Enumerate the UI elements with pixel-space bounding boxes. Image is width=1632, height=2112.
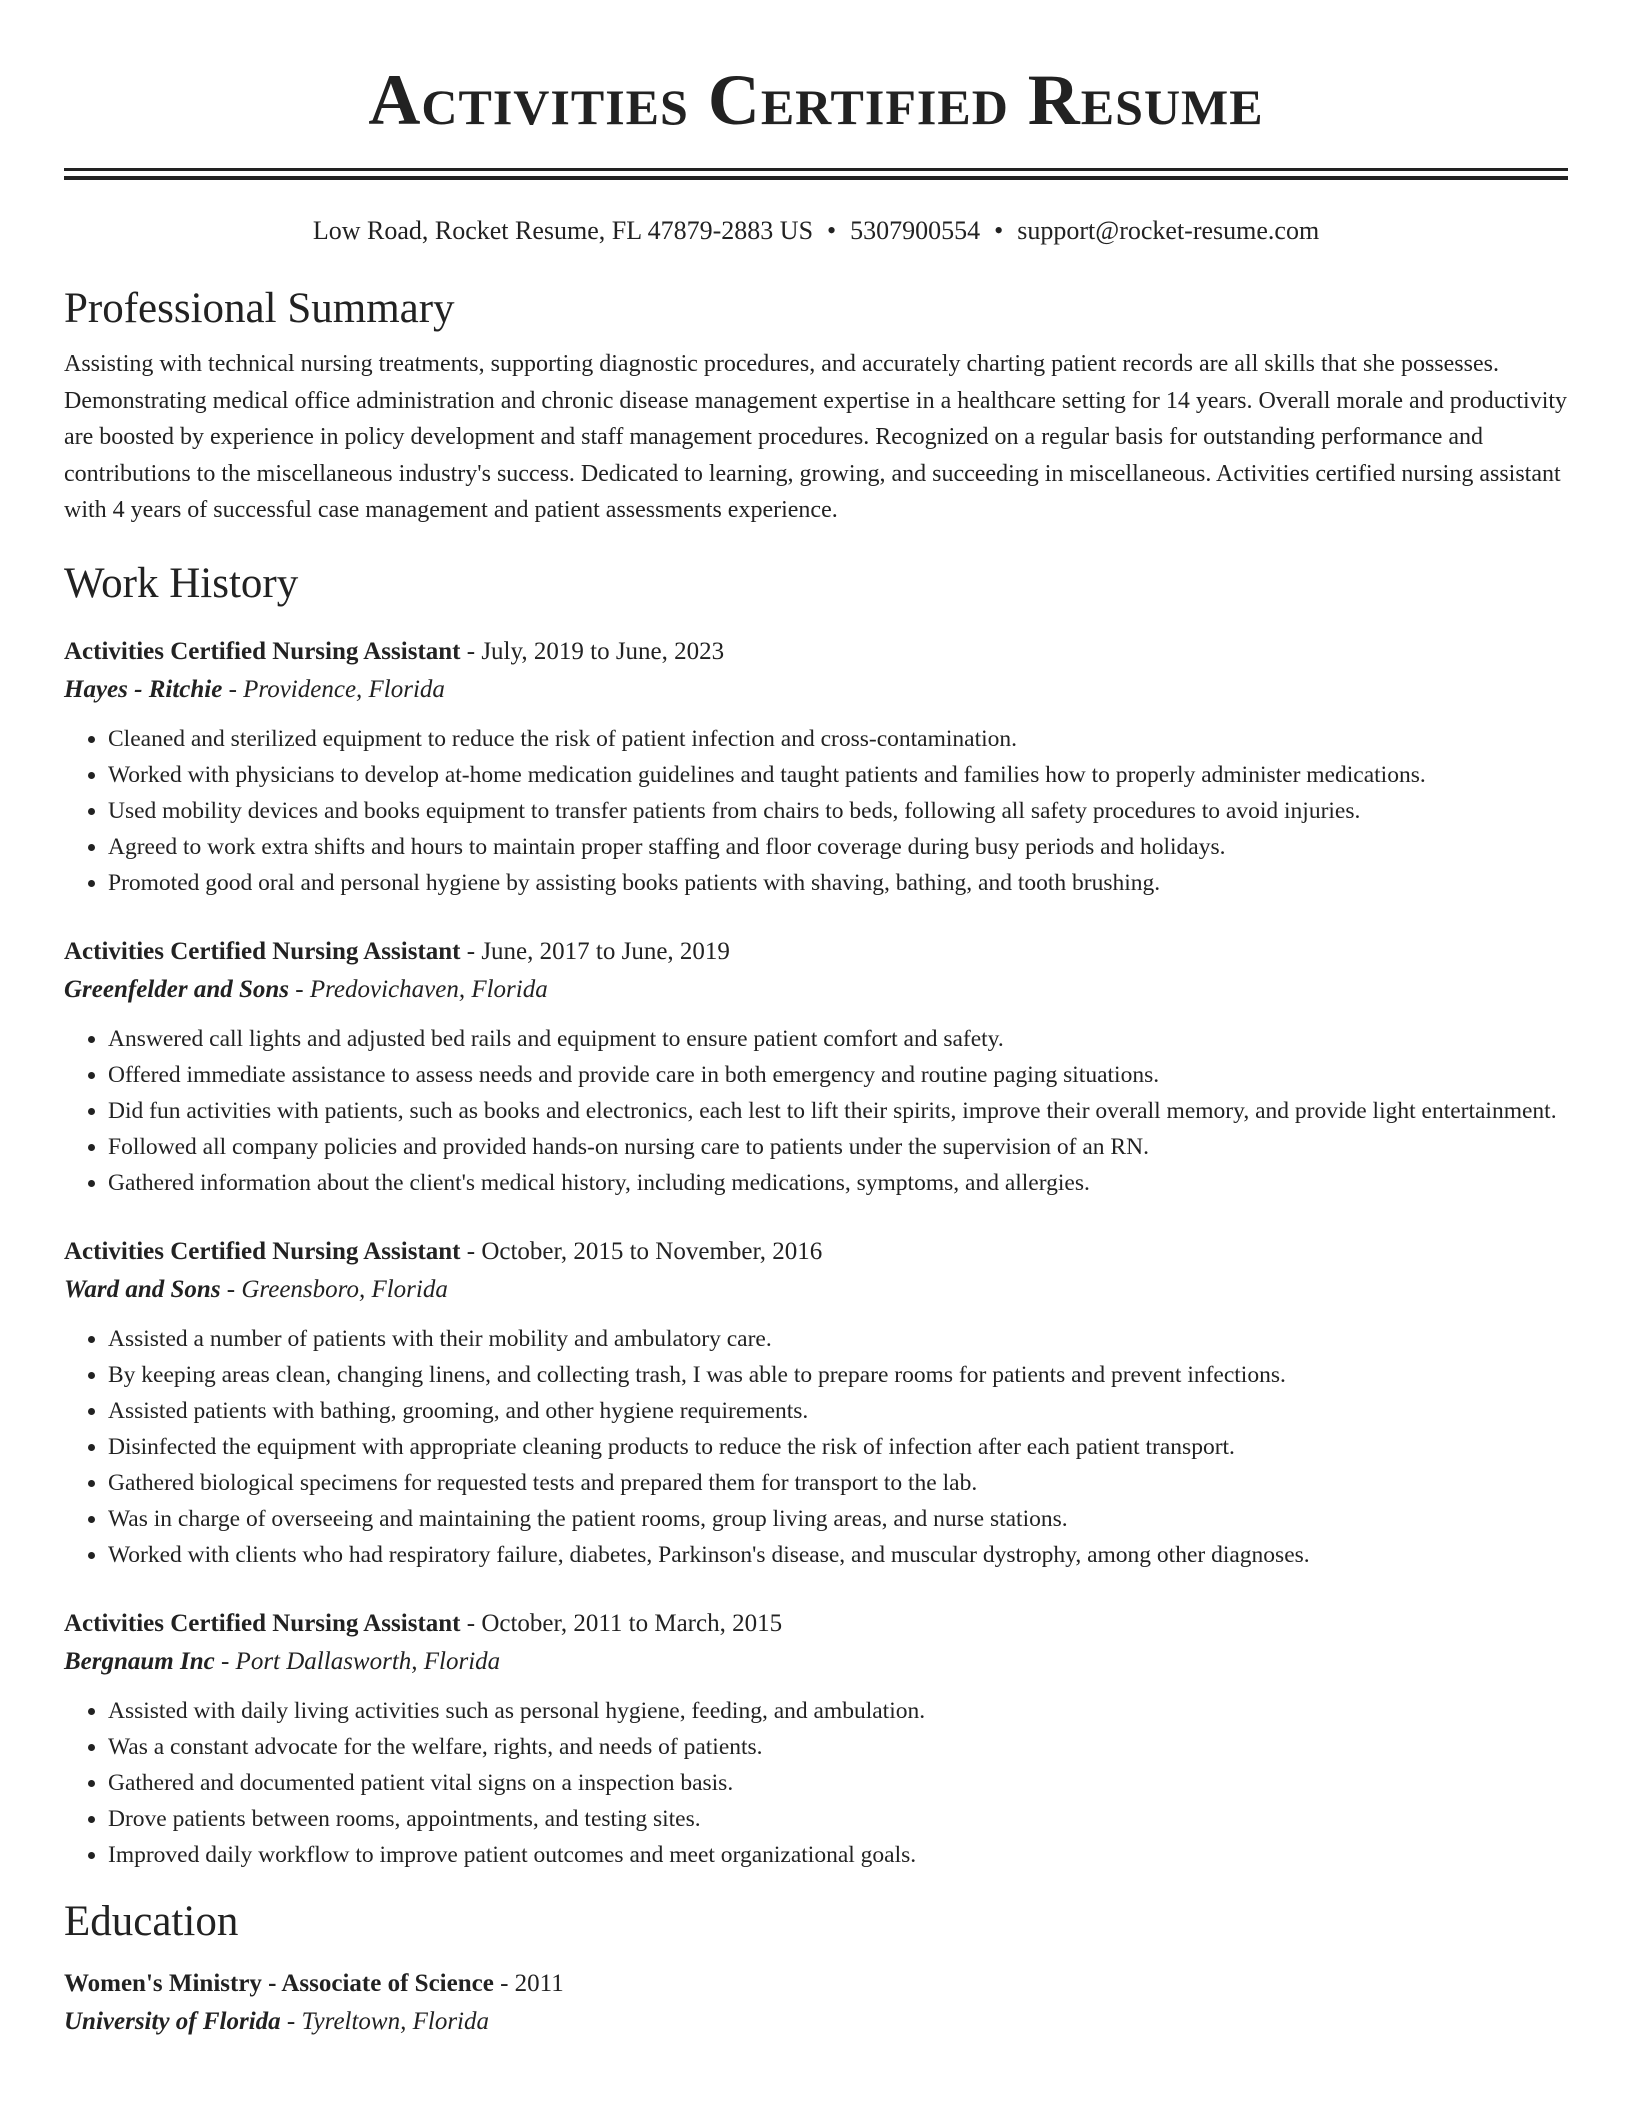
job-company: Greenfelder and Sons [64, 975, 290, 1003]
education-location: - Tyreltown, Florida [280, 2007, 489, 2035]
job-role: Activities Certified Nursing Assistant [64, 637, 461, 665]
job-duty: • Was a constant advocate for the welfare, rights, and needs of patients. [108, 1729, 1568, 1765]
job-duty: • Promoted good oral and personal hygiene by assisting books patients with shaving, bathing, and tooth brushing. [108, 865, 1568, 901]
job-duty: • Agreed to work extra shifts and hours to maintain proper staffing and floor coverage during busy periods and holidays. [108, 829, 1568, 865]
job-company: Bergnaum Inc [64, 1647, 215, 1675]
job-duty: • Gathered information about the client's medical history, including medications, symptoms, and allergies. [108, 1165, 1568, 1201]
title-divider [64, 168, 1568, 180]
contact-address: Low Road, Rocket Resume, FL 47879-2883 US [312, 216, 814, 245]
job-dates: - October, 2015 to November, 2016 [460, 1237, 823, 1265]
summary-text: Assisting with technical nursing treatments, supporting diagnostic procedures, and accurately charting patient records are all skills that she possesses. Demonstrating medical office administration and chronic disease management expertise in a healthcare setting for 14 years. Overall morale and productivity are boosted by experience in policy development and staff management procedures. Recognized on a regular basis for outstanding performance and contributions to the miscellaneous industry's success. Dedicated to learning, growing, and succeeding in miscellaneous. Activities certified nursing assistant with 4 years of successful case management and patient assessments experience. [64, 351, 1568, 523]
job-duty: • Answered call lights and adjusted bed rails and equipment to ensure patient comfort and safety. [108, 1021, 1568, 1057]
contact-phone: 5307900554 [850, 216, 981, 245]
job-duty: • Assisted patients with bathing, grooming, and other hygiene requirements. [108, 1393, 1568, 1429]
job-duty: • By keeping areas clean, changing linens, and collecting trash, I was able to prepare rooms for patients and prevent infections. [108, 1357, 1568, 1393]
job-header [64, 933, 1568, 971]
job-entry [64, 1233, 1568, 1573]
job-entry [64, 633, 1568, 901]
job-duty: • Gathered biological specimens for requested tests and prepared them for transport to the lab. [108, 1465, 1568, 1501]
job-employer [64, 1271, 1568, 1309]
job-duty: • Assisted a number of patients with their mobility and ambulatory care. [108, 1321, 1568, 1357]
job-location: - Greensboro, Florida [220, 1275, 448, 1303]
contact-separator: • [827, 216, 837, 245]
job-header [64, 1605, 1568, 1643]
education-school-line [64, 2003, 1568, 2041]
job-header [64, 1233, 1568, 1271]
job-location: - Port Dallasworth, Florida [214, 1647, 501, 1675]
job-role: Activities Certified Nursing Assistant [64, 1609, 461, 1637]
summary-heading: Professional Summary [64, 285, 455, 332]
job-dates: - October, 2011 to March, 2015 [460, 1609, 783, 1637]
job-duty: • Drove patients between rooms, appointments, and testing sites. [108, 1801, 1568, 1837]
job-company: Hayes - Ritchie [64, 675, 223, 703]
education-school: University of Florida [64, 2007, 281, 2035]
job-company: Ward and Sons [64, 1275, 221, 1303]
contact-email: support@rocket-resume.com [1017, 216, 1320, 245]
contact-separator: • [994, 216, 1004, 245]
job-role: Activities Certified Nursing Assistant [64, 1237, 461, 1265]
job-header [64, 633, 1568, 671]
job-entry [64, 1605, 1568, 1873]
job-duty: • Did fun activities with patients, such as books and electronics, each lest to lift their spirits, improve their overall memory, and provide light entertainment. [108, 1093, 1568, 1129]
job-duty: • Assisted with daily living activities such as personal hygiene, feeding, and ambulation. [108, 1693, 1568, 1729]
contact-line [64, 214, 1568, 248]
education-header [64, 1965, 1568, 2003]
job-duty: • Worked with clients who had respiratory failure, diabetes, Parkinson's disease, and muscular dystrophy, among other diagnoses. [108, 1537, 1568, 1573]
job-duty: • Improved daily workflow to improve patient outcomes and meet organizational goals. [108, 1837, 1568, 1873]
job-employer [64, 971, 1568, 1009]
resume-title: Activities Certified Resume [368, 60, 1264, 140]
job-dates: - July, 2019 to June, 2023 [460, 637, 725, 665]
job-dates: - June, 2017 to June, 2019 [460, 937, 730, 965]
job-duty: • Gathered and documented patient vital signs on a inspection basis. [108, 1765, 1568, 1801]
job-duty: • Used mobility devices and books equipment to transfer patients from chairs to beds, following all safety procedures to avoid injuries. [108, 793, 1568, 829]
job-duties-list [64, 1021, 1568, 1201]
job-location: - Providence, Florida [222, 675, 445, 703]
job-employer [64, 1643, 1568, 1681]
job-duty: • Cleaned and sterilized equipment to reduce the risk of patient infection and cross-contamination. [108, 721, 1568, 757]
job-location: - Predovichaven, Florida [289, 975, 548, 1003]
job-duties-list [64, 1321, 1568, 1573]
job-duty: • Worked with physicians to develop at-home medication guidelines and taught patients and families how to properly administer medications. [108, 757, 1568, 793]
job-employer [64, 671, 1568, 709]
job-duty: • Disinfected the equipment with appropriate cleaning products to reduce the risk of infection after each patient transport. [108, 1429, 1568, 1465]
work-history-heading: Work History [64, 559, 299, 607]
job-duty: • Offered immediate assistance to assess needs and provide care in both emergency and routine paging situations. [108, 1057, 1568, 1093]
job-entry [64, 933, 1568, 1201]
education-degree: Women's Ministry - Associate of Science [64, 1969, 494, 1997]
education-heading: Education [64, 1897, 239, 1945]
job-duty: • Followed all company policies and provided hands-on nursing care to patients under the supervision of an RN. [108, 1129, 1568, 1165]
education-entry [64, 1965, 1568, 2041]
job-duties-list [64, 1693, 1568, 1873]
job-duty: • Was in charge of overseeing and maintaining the patient rooms, group living areas, and nurse stations. [108, 1501, 1568, 1537]
education-year: - 2011 [493, 1969, 564, 1997]
job-role: Activities Certified Nursing Assistant [64, 937, 461, 965]
job-duties-list [64, 721, 1568, 901]
